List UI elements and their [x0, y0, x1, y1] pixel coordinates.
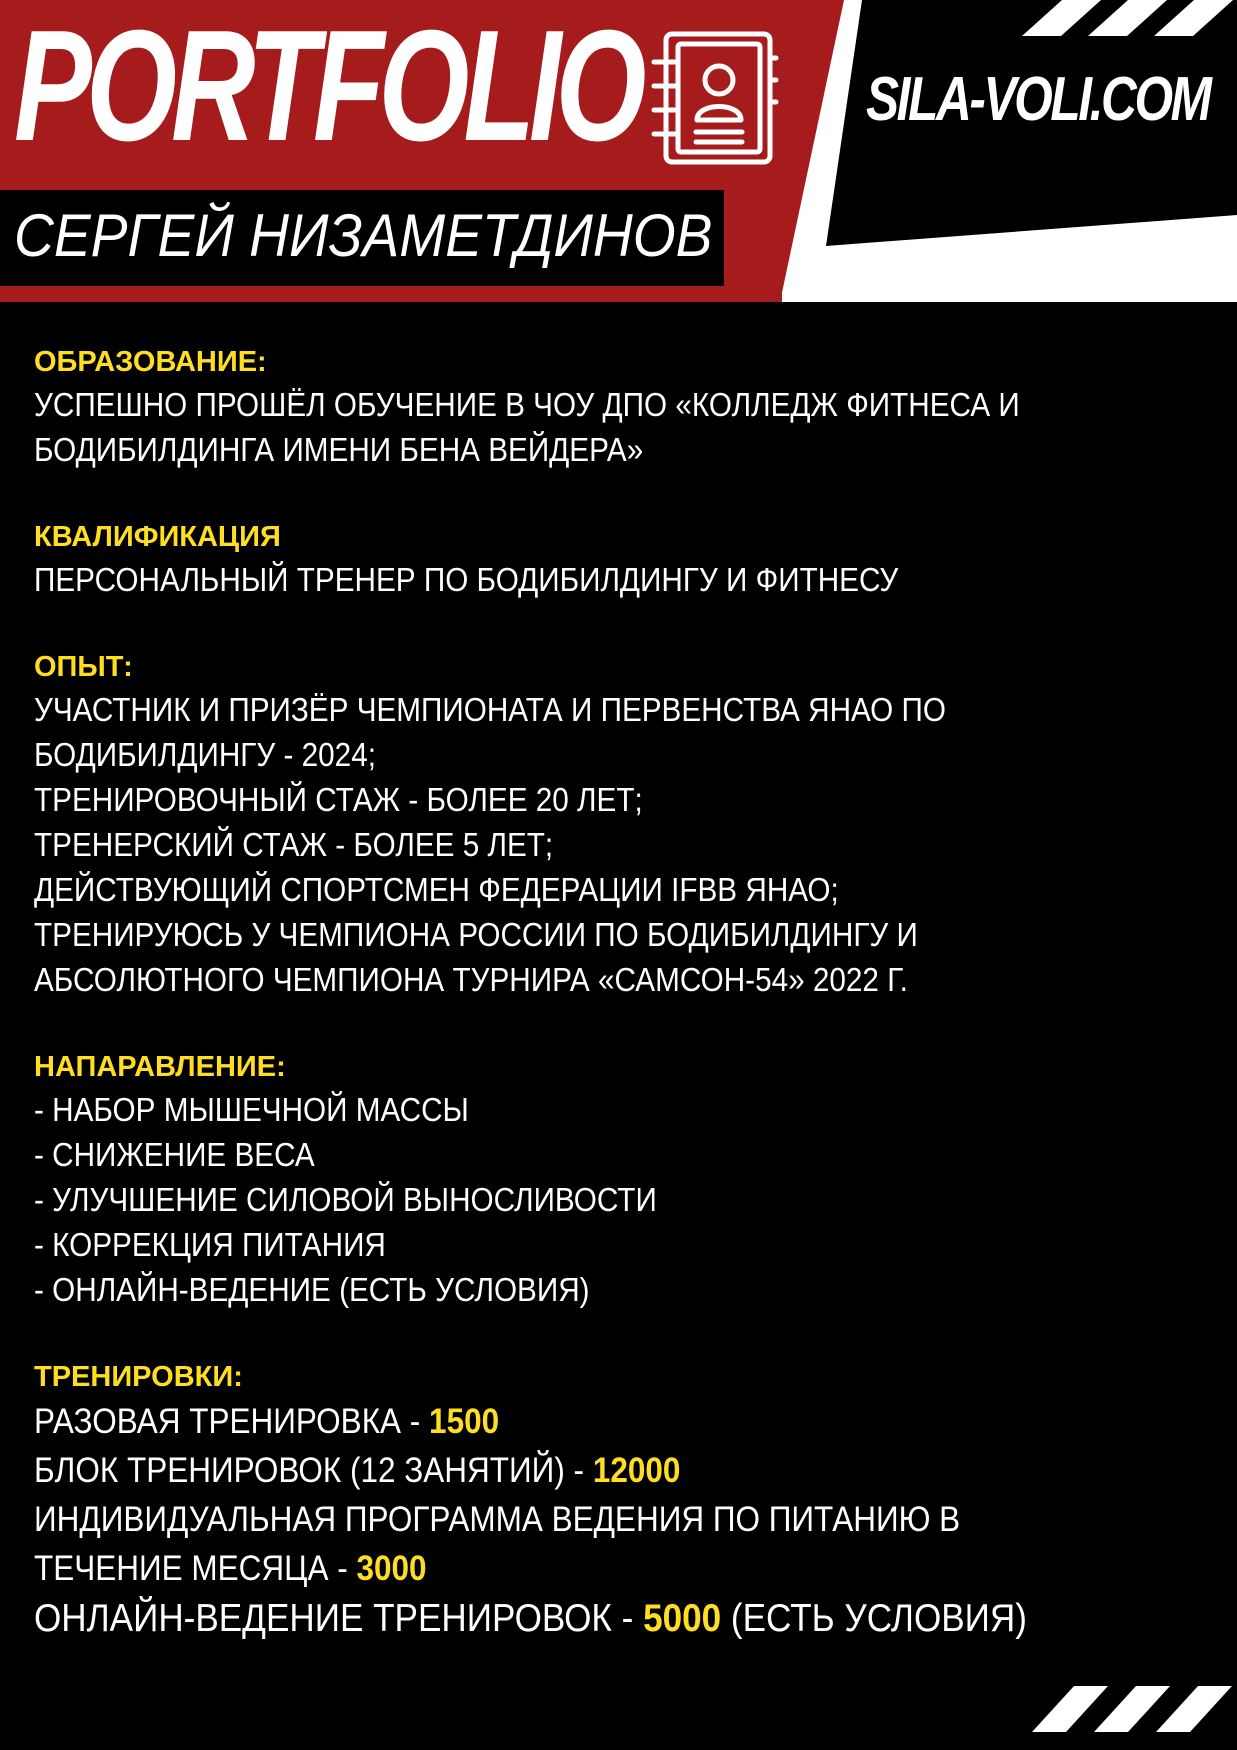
nutrition-program-label-line: ИНДИВИДУАЛЬНАЯ ПРОГРАММА ВЕДЕНИЯ ПО ПИТАНИЮ В	[34, 1500, 961, 1539]
trainings-section	[34, 1357, 1214, 1645]
experience-heading: ОПЫТ:	[34, 651, 133, 683]
direction-item: - ОНЛАЙН-ВЕДЕНИЕ (ЕСТЬ УСЛОВИЯ)	[34, 1271, 590, 1308]
experience-line: ТРЕНИРОВОЧНЫЙ СТАЖ - БОЛЕЕ 20 ЛЕТ;	[34, 781, 643, 818]
footer-stripe	[1156, 1686, 1232, 1732]
portfolio-logo: PORTFOLIO	[14, 0, 641, 174]
direction-section	[34, 1047, 1214, 1312]
header-red-base	[0, 292, 782, 302]
qualification-section	[34, 517, 1214, 602]
education-line: БОДИБИЛДИНГА ИМЕНИ БЕНА ВЕЙДЕРА»	[34, 431, 644, 468]
contact-book-icon	[648, 28, 780, 168]
footer-stripe	[1094, 1686, 1170, 1732]
experience-line: ДЕЙСТВУЮЩИЙ СПОРТСМЕН ФЕДЕРАЦИИ IFBB ЯНАО;	[34, 871, 839, 908]
qualification-heading: КВАЛИФИКАЦИЯ	[34, 521, 281, 553]
experience-line: ТРЕНЕРСКИЙ СТАЖ - БОЛЕЕ 5 ЛЕТ;	[34, 826, 554, 863]
experience-line: ТРЕНИРУЮСЬ У ЧЕМПИОНА РОССИИ ПО БОДИБИЛДИНГУ И	[34, 916, 918, 953]
direction-heading: НАПАРАВЛЕНИЕ:	[34, 1051, 286, 1083]
direction-item: - СНИЖЕНИЕ ВЕСА	[34, 1136, 315, 1173]
training-block-row	[34, 1446, 1096, 1495]
training-block-label: БЛОК ТРЕНИРОВОК (12 ЗАНЯТИЙ) -	[34, 1451, 593, 1490]
education-section	[34, 342, 1214, 472]
trainings-heading: ТРЕНИРОВКИ:	[34, 1361, 243, 1393]
experience-line: БОДИБИЛДИНГУ - 2024;	[34, 736, 376, 773]
experience-line: АБСОЛЮТНОГО ЧЕМПИОНА ТУРНИРА «САМСОН-54» 2022 Г.	[34, 961, 908, 998]
education-line: УСПЕШНО ПРОШЁЛ ОБУЧЕНИЕ В ЧОУ ДПО «КОЛЛЕДЖ ФИТНЕСА И	[34, 386, 1020, 423]
footer-stripe	[1032, 1686, 1108, 1732]
qualification-line: ПЕРСОНАЛЬНЫЙ ТРЕНЕР ПО БОДИБИЛДИНГУ И ФИТНЕСУ	[34, 561, 899, 598]
trainer-name: СЕРГЕЙ НИЗАМЕТДИНОВ	[14, 202, 713, 269]
direction-item: - НАБОР МЫШЕЧНОЙ МАССЫ	[34, 1091, 469, 1128]
single-training-price: 1500	[429, 1402, 500, 1441]
nutrition-program-price: 3000	[356, 1549, 427, 1588]
online-training-price: 5000	[643, 1597, 722, 1640]
education-heading: ОБРАЗОВАНИЕ:	[34, 346, 267, 378]
nutrition-program-label: ТЕЧЕНИЕ МЕСЯЦА -	[34, 1549, 357, 1588]
training-block-price: 12000	[592, 1451, 681, 1490]
direction-item: - КОРРЕКЦИЯ ПИТАНИЯ	[34, 1226, 386, 1263]
site-url[interactable]: SILA-VOLI.COM	[866, 65, 1210, 134]
experience-section	[34, 647, 1214, 1002]
nutrition-program-row	[34, 1544, 1096, 1593]
single-training-row	[34, 1397, 1096, 1446]
single-training-label: РАЗОВАЯ ТРЕНИРОВКА -	[34, 1402, 430, 1441]
direction-item: - УЛУЧШЕНИЕ СИЛОВОЙ ВЫНОСЛИВОСТИ	[34, 1181, 657, 1218]
online-training-row	[34, 1593, 1096, 1645]
footer-stripes	[1032, 1686, 1237, 1736]
online-training-note: (ЕСТЬ УСЛОВИЯ)	[721, 1597, 1027, 1640]
online-training-label: ОНЛАЙН-ВЕДЕНИЕ ТРЕНИРОВОК -	[34, 1597, 644, 1640]
header-banner	[0, 0, 1237, 302]
portfolio-content	[34, 342, 1214, 1690]
experience-line: УЧАСТНИК И ПРИЗЁР ЧЕМПИОНАТА И ПЕРВЕНСТВА ЯНАО ПО	[34, 691, 946, 728]
